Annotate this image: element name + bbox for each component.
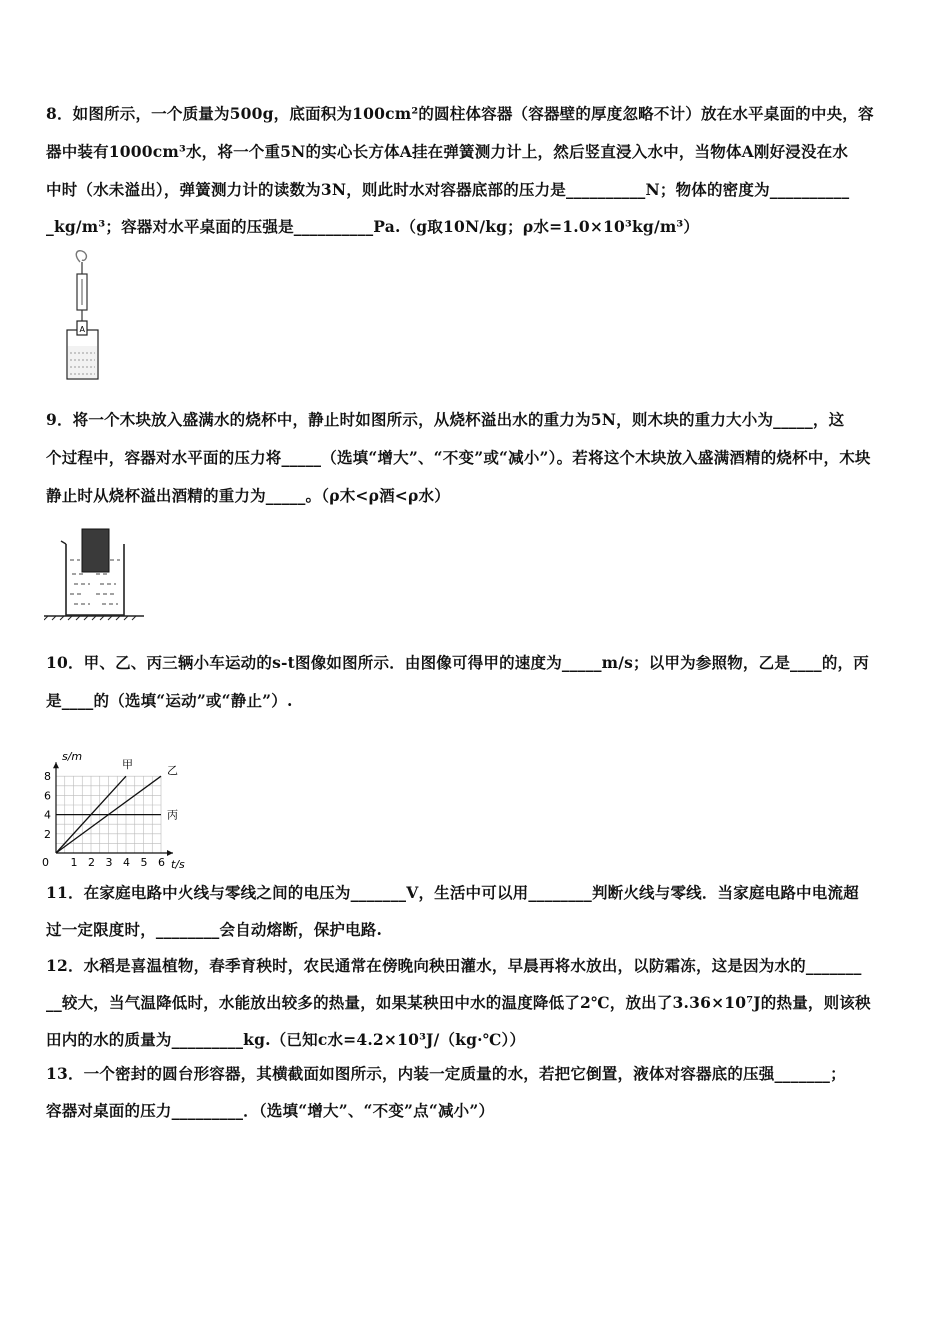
x-tick-label: 5 [140, 856, 148, 869]
q8-line-4: _kg/m³；容器对水平桌面的压强是__________Pa.（g取10N/kg；ρ水=1.0×10³kg/m³） [46, 217, 700, 236]
x-tick-label: 1 [70, 856, 78, 869]
q9-line-1: 9．将一个木块放入盛满水的烧杯中，静止时如图所示，从烧杯溢出水的重力为5N，则木块的重力大小为_____，这 [46, 410, 845, 429]
q9-line-2: 个过程中，容器对水平面的压力将_____（选填“增大”、“不变”或“减小”）。若将这个木块放入盛满酒精的烧杯中，木块 [46, 448, 871, 467]
x-tick-label: 4 [123, 856, 130, 869]
q8-line-2: 器中装有1000cm³水，将一个重5N的实心长方体A挂在弹簧测力计上，然后竖直浸入水中，当物体A刚好浸没在水 [46, 142, 849, 161]
y-axis-label: s/m [62, 750, 83, 764]
q13-line-2: 容器对桌面的压力_________．（选填“增大”、“不变”点“减小”） [46, 1101, 495, 1120]
y-axis-arrow [53, 762, 59, 768]
series-label-2: 乙 [167, 764, 178, 778]
spring-scale-figure [58, 248, 108, 383]
q13-line-1: 13．一个密封的圆台形容器，其横截面如图所示，内装一定质量的水，若把它倒置，液体对容器底的压强_______； [46, 1064, 846, 1083]
q10-line-2: 是____的（选填“运动”或“静止”）. [46, 691, 293, 710]
block-label: A [79, 325, 85, 334]
x-tick-label: 2 [88, 856, 95, 869]
wood-block [82, 529, 109, 572]
q11-line-1: 11．在家庭电路中火线与零线之间的电压为_______V，生活中可以用________判断火线与零线．当家庭电路中电流超 [46, 883, 859, 902]
x-tick-label: 3 [105, 856, 113, 869]
q8-line-1: 8．如图所示，一个质量为500g，底面积为100cm²的圆柱体容器（容器壁的厚度忽略不计）放在水平桌面的中央，容 [46, 104, 874, 123]
y-tick-label: 6 [44, 789, 51, 803]
q10-line-1: 10．甲、乙、丙三辆小车运动的s-t图像如图所示．由图像可得甲的速度为_____m/s；以甲为参照物，乙是____的，丙 [46, 653, 869, 672]
hand-icon [76, 251, 86, 262]
y-tick-label: 2 [44, 827, 51, 841]
x-tick-label: 6 [158, 856, 165, 869]
x-tick-label: 0 [42, 856, 49, 869]
x-axis-arrow [167, 850, 173, 856]
q12-line-3: 田内的水的质量为_________kg.（已知c水=4.2×10³J/（kg·℃）） [46, 1030, 526, 1049]
q12-line-2: __较大，当气温降低时，水能放出较多的热量，如果某秧田中水的温度降低了2℃，放出了3.36×10⁷J的热量，则该秧 [46, 993, 871, 1012]
water [68, 346, 97, 378]
st-chart [36, 720, 211, 870]
y-tick-label: 4 [44, 808, 51, 822]
x-axis-label: t/s [171, 858, 185, 870]
q11-line-2: 过一定限度时，________会自动熔断，保护电路. [46, 920, 383, 939]
beaker-figure [44, 526, 144, 621]
q9-line-3: 静止时从烧杯溢出酒精的重力为_____。（ρ木<ρ酒<ρ水） [46, 486, 450, 505]
series-label-1: 甲 [122, 758, 133, 772]
q8-line-3: 中时（水未溢出），弹簧测力计的读数为3N，则此时水对容器底部的压力是__________N；物体的密度为__________ [46, 180, 850, 199]
y-tick-label: 8 [44, 770, 51, 784]
series-label-3: 丙 [167, 808, 178, 822]
q12-line-1: 12．水稻是喜温植物，春季育秧时，农民通常在傍晚向秧田灌水，早晨再将水放出，以防霜冻，这是因为水的_______ [46, 956, 862, 975]
